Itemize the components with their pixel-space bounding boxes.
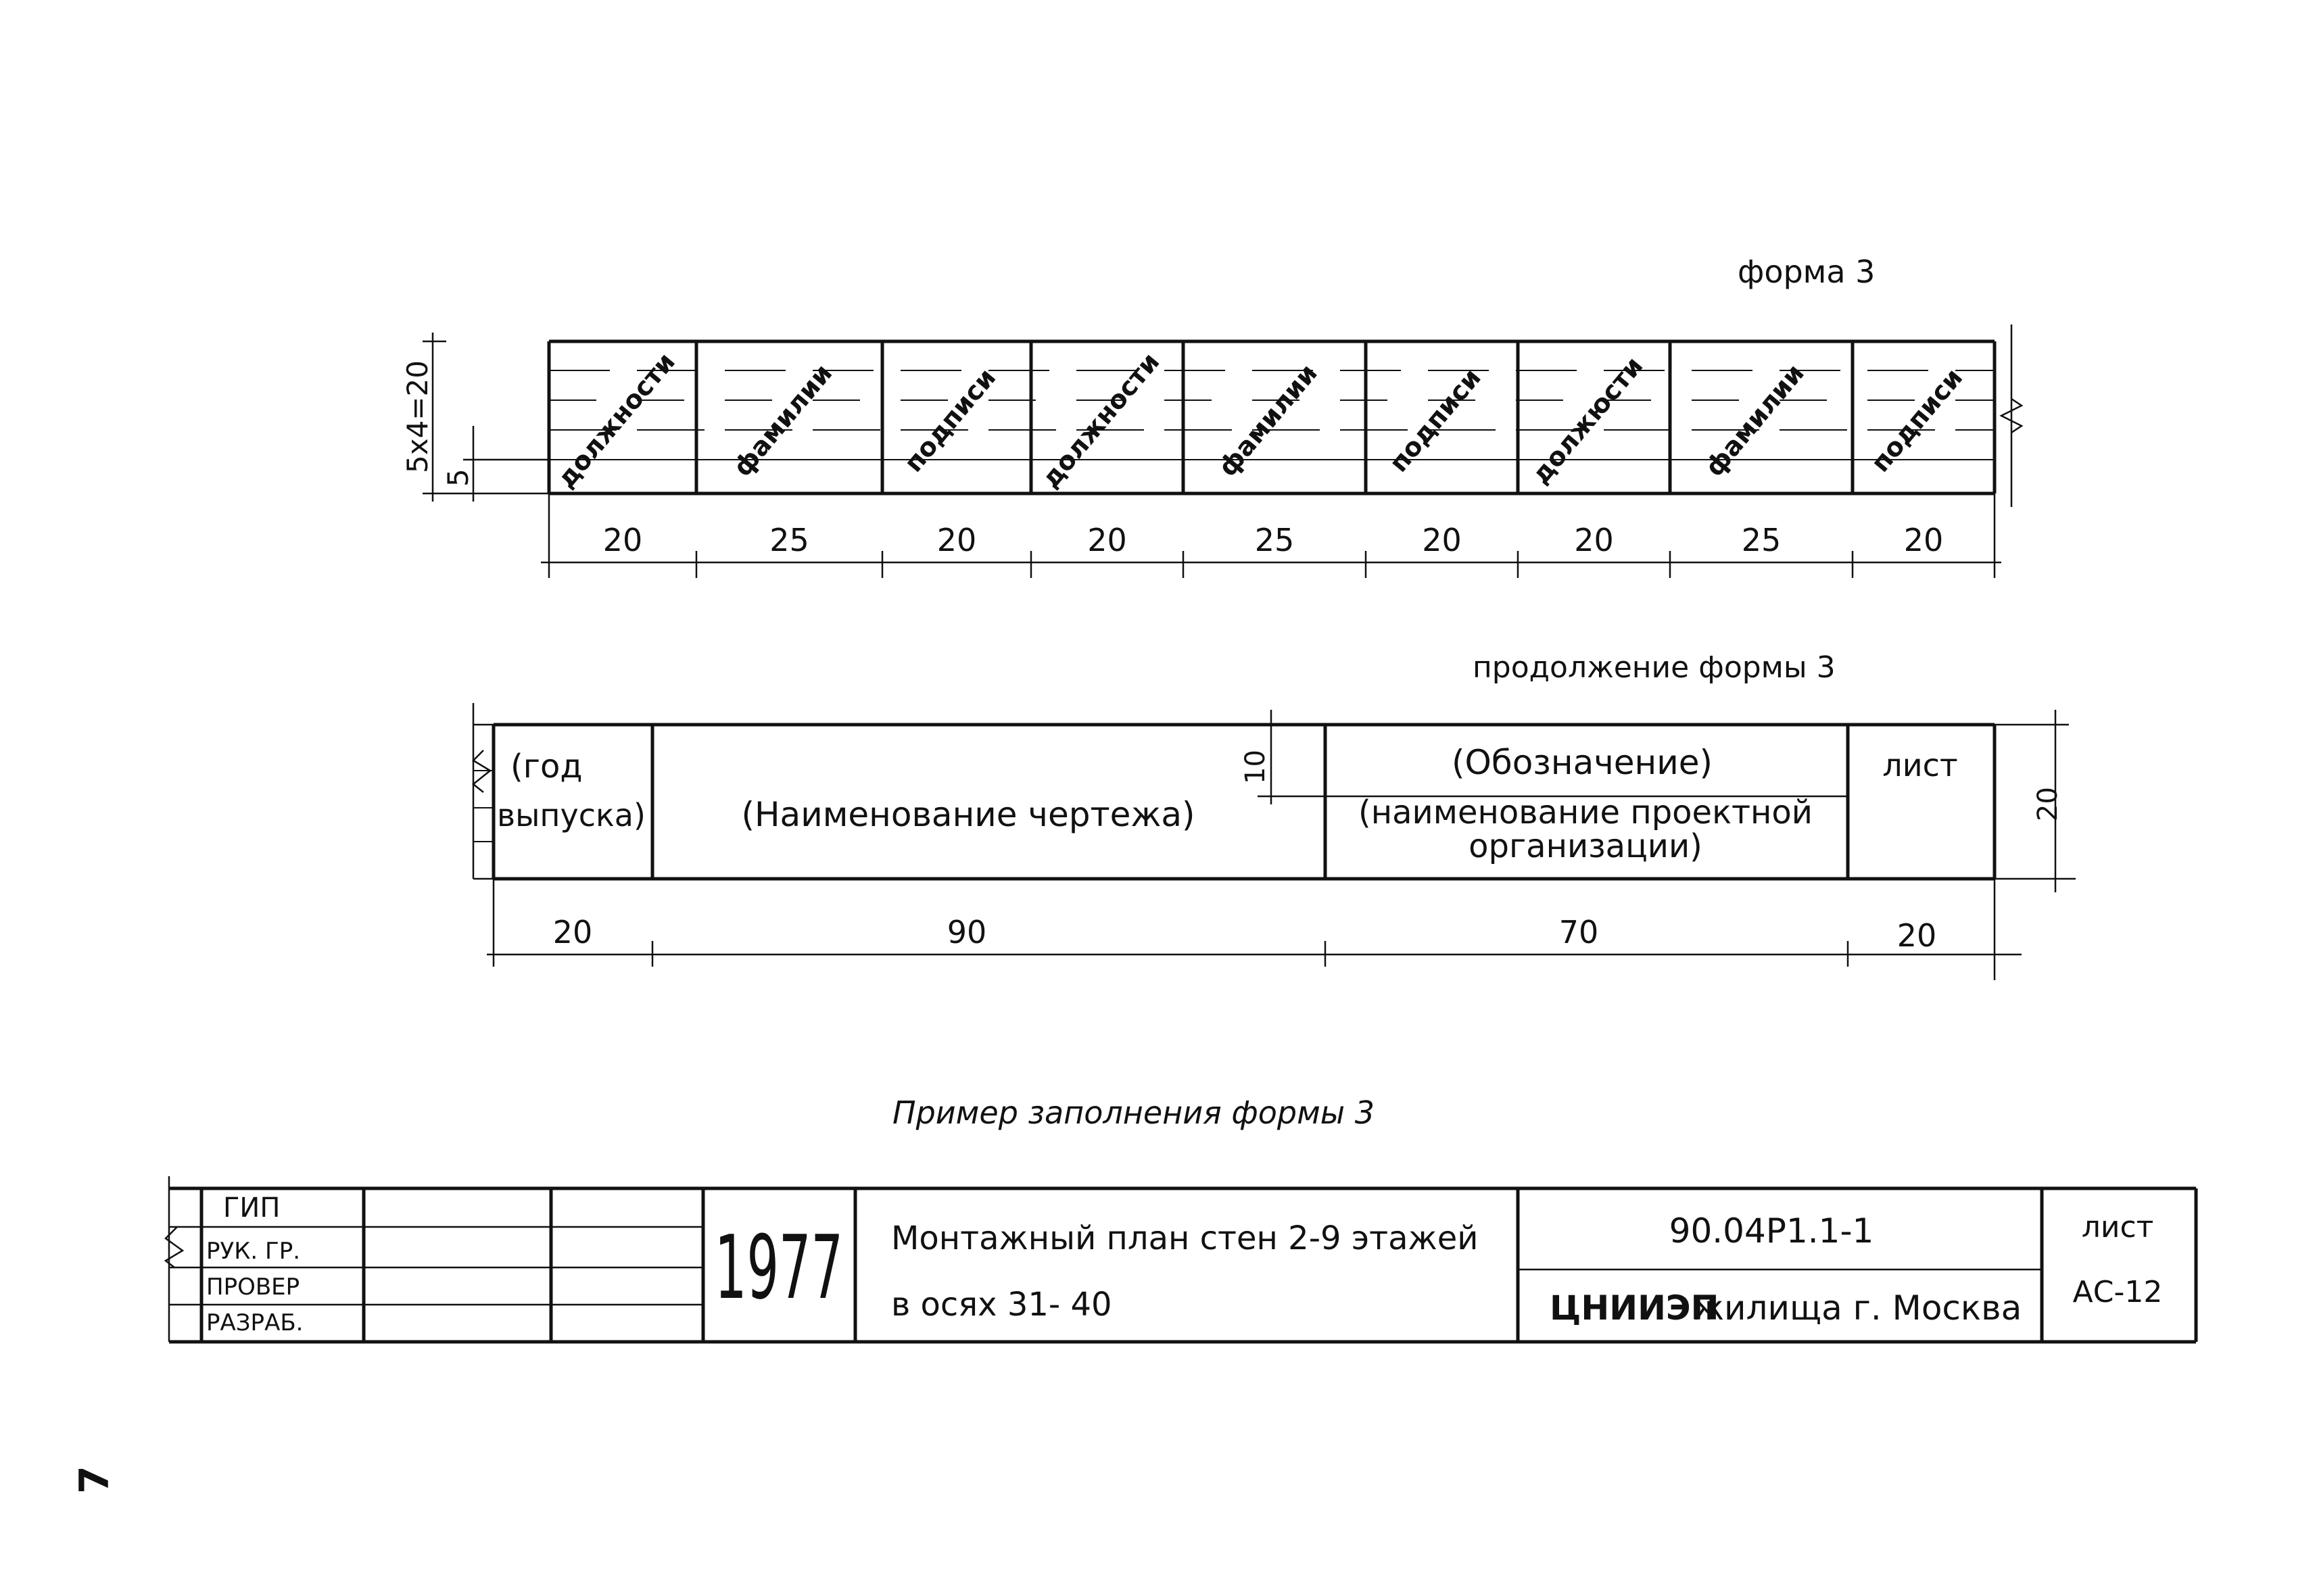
cont-width-2: 70: [1558, 914, 1599, 950]
form3-column-heading: подписи: [898, 362, 1002, 478]
year-line2: выпуска): [497, 797, 646, 833]
height-label-10: 10: [1240, 750, 1271, 784]
designation-value: 90.04Р1.1-1: [1669, 1211, 1874, 1251]
drawing-name-placeholder: (Наименование чертежа): [741, 795, 1195, 834]
example-sheet-value: АС-12: [2072, 1275, 2163, 1309]
designation-placeholder: (Обозначение): [1452, 743, 1713, 782]
page-number: 7: [71, 1466, 118, 1494]
org-line1: (наименование проектной: [1358, 794, 1813, 831]
org-abbrev: ЦНИИЭП: [1550, 1288, 1719, 1328]
form3-width-label: 25: [1254, 522, 1295, 558]
form3-row-unit-label: 5: [441, 468, 475, 487]
height-label-20: 20: [2032, 787, 2063, 821]
form3-width-label: 25: [769, 522, 809, 558]
role-ruk-gr: РУК. ГР.: [206, 1238, 301, 1265]
year-value: 1977: [715, 1216, 843, 1319]
form3-column-heading: фамилии: [1699, 358, 1810, 483]
org-line2: организации): [1469, 827, 1702, 865]
cont-width-1: 90: [947, 914, 987, 950]
form3-width-label: 20: [1903, 522, 1944, 558]
form3-column-heading: фамилии: [1212, 358, 1323, 483]
sheet-label: лист: [1882, 747, 1958, 783]
form3-column-heading: фамилии: [727, 358, 838, 483]
continuation-width-dimension: [487, 879, 2022, 980]
form3-width-label: 20: [1422, 522, 1462, 558]
form3-width-label: 20: [936, 522, 977, 558]
form3-column-heading: должности: [1035, 347, 1166, 494]
form3-column-heading: должности: [551, 347, 681, 494]
form3-width-label: 25: [1741, 522, 1782, 558]
drawing-name-line2: в осях 31- 40: [891, 1286, 1112, 1324]
form3-table: [549, 324, 2022, 507]
form3-column-heading: подписи: [1865, 362, 1969, 478]
form3-height-dimension: [401, 333, 549, 502]
role-gip: ГИП: [223, 1192, 281, 1224]
example-title-block: [166, 1176, 2196, 1342]
form3-title: форма 3: [1738, 253, 1876, 290]
form3-width-label: 20: [602, 522, 643, 558]
role-razrab: РАЗРАБ.: [206, 1309, 304, 1336]
form3-width-label: 20: [1574, 522, 1614, 558]
role-prover: ПРОВЕР: [206, 1274, 300, 1301]
cont-width-3: 20: [1896, 917, 1937, 954]
form3-width-label: 20: [1087, 522, 1127, 558]
cont-width-0: 20: [552, 914, 593, 950]
year-line1: (год: [510, 748, 583, 785]
continuation-height-dimension-20: [1995, 710, 2076, 892]
form3-width-dimension: [541, 493, 2001, 578]
example-sheet-label: лист: [2081, 1210, 2154, 1244]
drawing-name-line1: Монтажный план стен 2-9 этажей: [891, 1219, 1479, 1257]
form3-column-heading: должюсти: [1525, 351, 1649, 490]
continuation-table: [473, 703, 1995, 879]
continuation-title: продолжение формы 3: [1473, 650, 1836, 685]
form3-height-label: 5x4=20: [401, 360, 434, 473]
form3-column-heading: подписи: [1383, 362, 1487, 478]
example-title: Пример заполнения формы 3: [892, 1094, 1375, 1131]
org-rest: жилища г. Москва: [1694, 1288, 2022, 1328]
